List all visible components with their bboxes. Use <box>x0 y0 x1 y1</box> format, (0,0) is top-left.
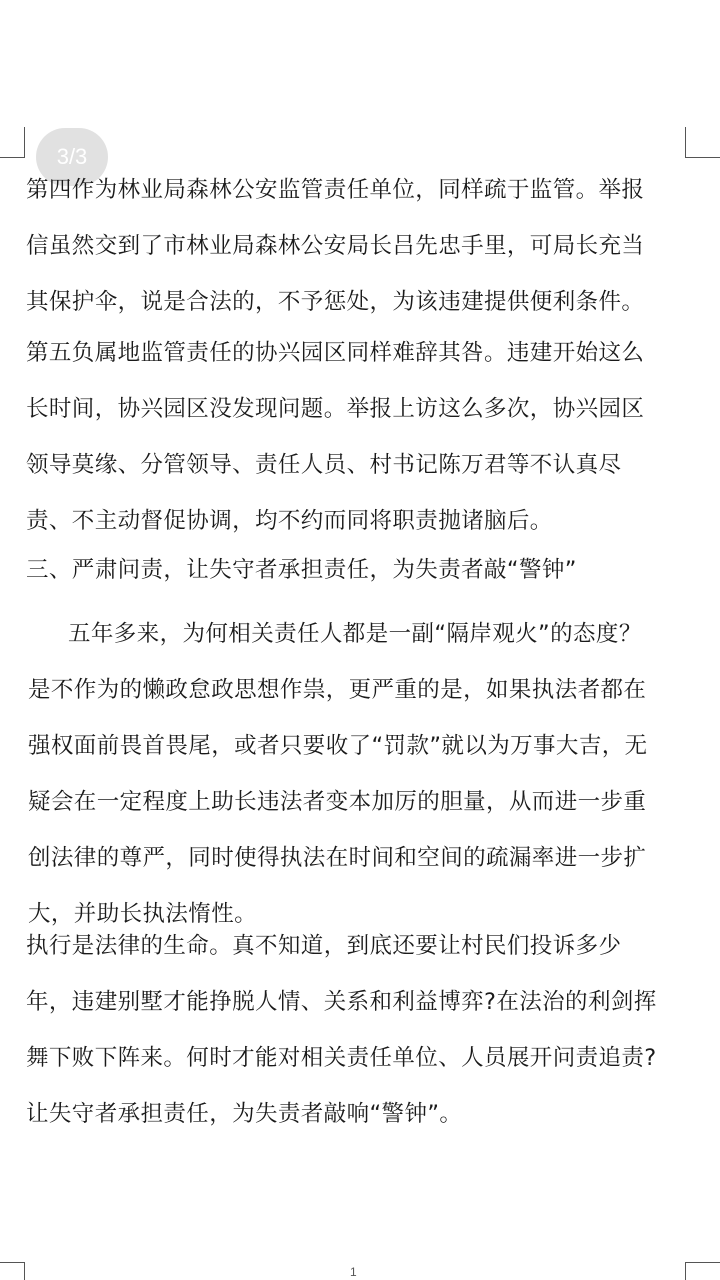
crop-mark-bottom-right <box>685 1262 720 1280</box>
paragraph-enforcement <box>26 918 696 1142</box>
crop-mark-top-right <box>685 127 720 158</box>
text-line: 疑会在一定程度上助长违法者变本加厉的胆量，从而进一步重 <box>28 789 647 815</box>
text-line: 强权面前畏首畏尾，或者只要收了“罚款”就以为万事大吉，无 <box>28 733 648 759</box>
page-indicator-badge: 3/3 <box>36 128 108 186</box>
text-line: 信虽然交到了市林业局森林公安局长吕先忠手里，可局长充当 <box>26 233 645 259</box>
text-line: 长时间，协兴园区没发现问题。举报上访这么多次，协兴园区 <box>26 396 645 422</box>
text-line: 让失守者承担责任，为失责者敲响“警钟”。 <box>26 1101 463 1127</box>
text-line: 舞下败下阵来。何时才能对相关责任单位、人员展开问责追责? <box>26 1045 657 1071</box>
paragraph-xiexing-park <box>26 325 696 549</box>
text-line: 第四作为林业局森林公安监管责任单位，同样疏于监管。举报 <box>26 177 645 203</box>
text-line: 创法律的尊严，同时使得执法在时间和空间的疏漏率进一步扩 <box>28 845 647 871</box>
paragraph-five-years <box>28 606 698 942</box>
crop-mark-bottom-left <box>0 1262 25 1280</box>
text-line: 第五负属地监管责任的协兴园区同样难辞其咎。违建开始这么 <box>26 340 645 366</box>
text-line: 领导莫缘、分管领导、责任人员、村书记陈万君等不认真尽 <box>26 452 622 478</box>
page-number: 1 <box>350 1265 357 1279</box>
paragraph-forestry-police <box>26 162 696 330</box>
text-line: 五年多来，为何相关责任人都是一副“隔岸观火”的态度？ <box>68 621 642 647</box>
text-line: 执行是法律的生命。真不知道，到底还要让村民们投诉多少 <box>26 933 622 959</box>
text-line: 大，并助长执法惰性。 <box>28 901 258 927</box>
text-line: 其保护伞，说是合法的，不予惩处，为该违建提供便利条件。 <box>26 289 645 315</box>
crop-mark-top-left <box>0 127 25 158</box>
text-line: 是不作为的懒政怠政思想作祟，更严重的是，如果执法者都在 <box>28 677 647 703</box>
heading-line: 三、严肃问责，让失守者承担责任，为失责者敲“警钟” <box>26 557 577 583</box>
text-line: 责、不主动督促协调，均不约而同将职责抛诸脑后。 <box>26 508 553 534</box>
section-heading <box>26 542 696 598</box>
text-line: 年，违建别墅才能挣脱人情、关系和利益博弈?在法治的利剑挥 <box>26 989 657 1015</box>
